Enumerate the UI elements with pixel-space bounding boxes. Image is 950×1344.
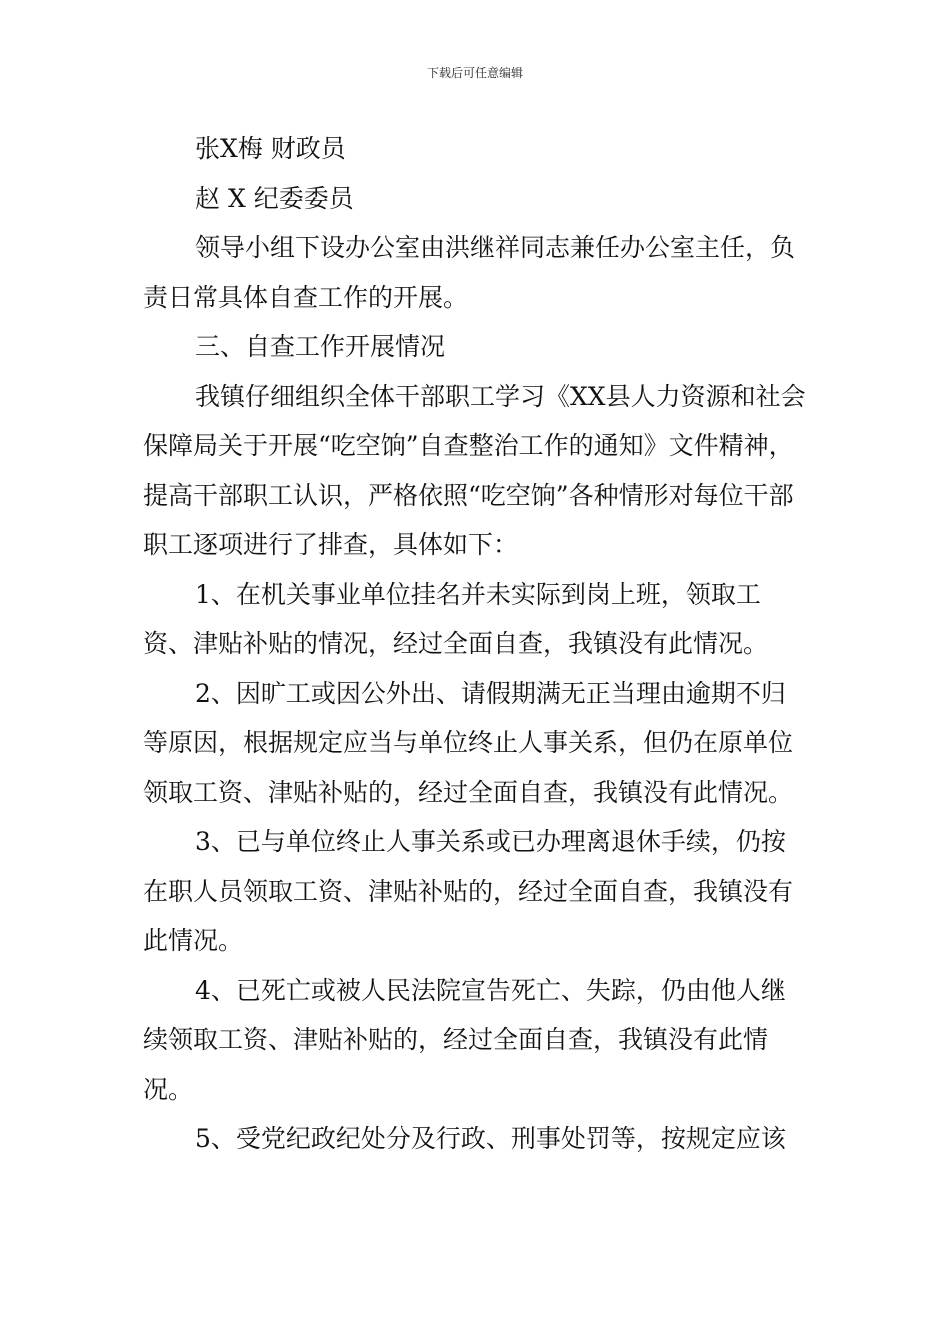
list-item-2: 2、因旷工或因公外出、请假期满无正当理由逾期不归等原因，根据规定应当与单位终止人事关系，但仍在原单位领取工资、津贴补贴的，经过全面自查，我镇没有此情况。 — [143, 678, 794, 807]
list-item-3: 3、已与单位终止人事关系或已办理离退休手续，仍按在职人员领取工资、津贴补贴的，经过全面自查，我镇没有此情况。 — [143, 827, 794, 955]
paragraph-member-zhang: 张X梅 财政员 — [195, 134, 346, 163]
list-item-5: 5、受党纪政纪处分及行政、刑事处罚等，按规定应该 — [195, 1124, 786, 1153]
list-item-4: 4、已死亡或被人民法院宣告死亡、失踪，仍由他人继续领取工资、津贴补贴的，经过全面自查，我镇没有此情况。 — [143, 975, 786, 1104]
list-item-1: 1、在机关事业单位挂名并未实际到岗上班，领取工资、津贴补贴的情况，经过全面自查，我镇没有此情况。 — [143, 579, 769, 658]
paragraph-office-setup: 领导小组下设办公室由洪继祥同志兼任办公室主任，负责日常具体自查工作的开展。 — [143, 233, 796, 312]
paragraph-member-zhao: 赵 X 纪委委员 — [195, 183, 354, 213]
page-header-note: 下载后可任意编辑 — [426, 66, 523, 80]
section-heading-three: 三、自查工作开展情况 — [195, 332, 446, 361]
document-body — [143, 124, 808, 1164]
paragraph-study-notice: 我镇仔细组织全体干部职工学习《XX县人力资源和社会保障局关于开展“吃空饷”自查整治工作的通知》文件精神，提高干部职工认识，严格依照“吃空饷”各种情形对每位干部职工逐项进行了排查，具体如下： — [143, 381, 806, 559]
